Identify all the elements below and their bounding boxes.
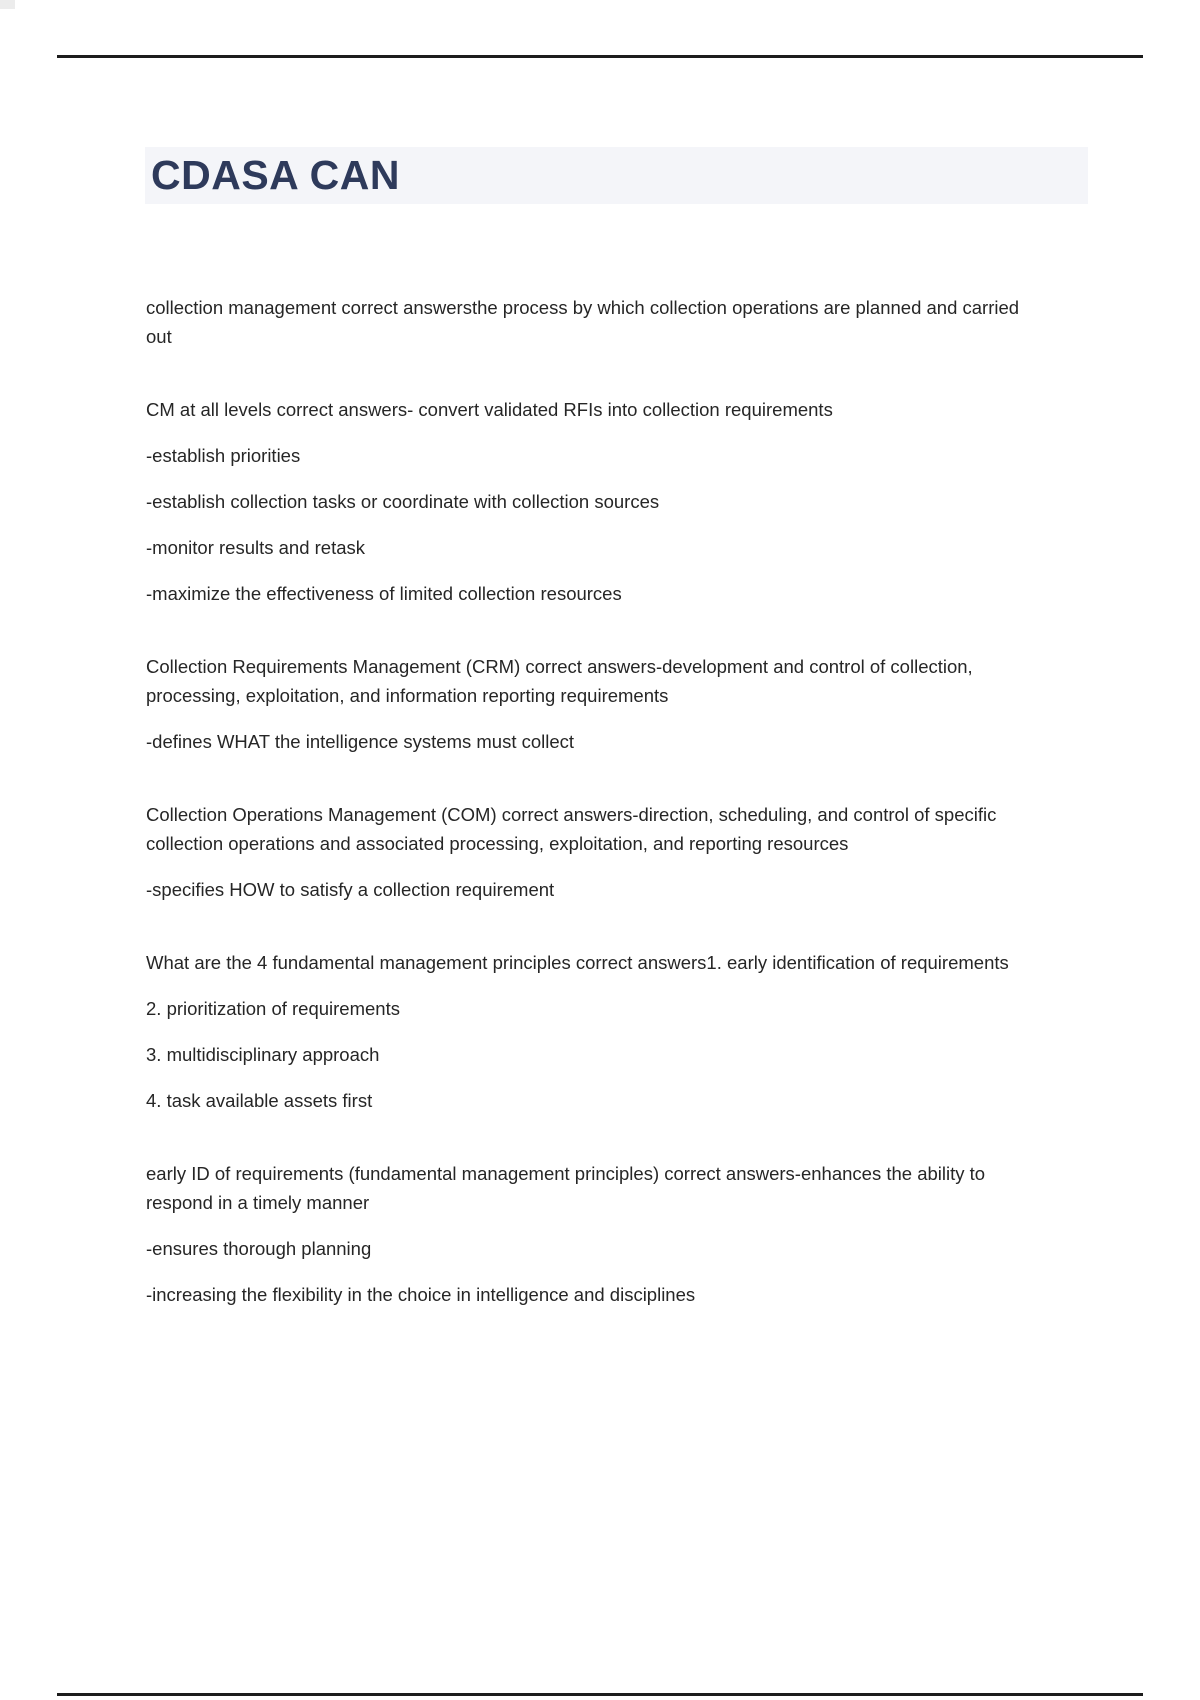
qa-block <box>146 1159 1026 1309</box>
paragraph: Collection Operations Management (COM) correct answers-direction, scheduling, and control of specific collection operations and associated processing, exploitation, and reporting resources <box>146 804 997 854</box>
paragraph: CM at all levels correct answers- convert validated RFIs into collection requirements <box>146 399 833 420</box>
top-rule <box>57 55 1143 58</box>
corner-artifact <box>0 0 15 9</box>
paragraph: collection management correct answersthe process by which collection operations are planned and carried out <box>146 297 1020 347</box>
paragraph: -establish collection tasks or coordinate with collection sources <box>146 491 660 512</box>
paragraph: -specifies HOW to satisfy a collection requirement <box>146 879 555 900</box>
paragraph: 3. multidisciplinary approach <box>146 1044 380 1065</box>
qa-block <box>146 395 1026 608</box>
qa-block <box>146 293 1026 351</box>
paragraph: Collection Requirements Management (CRM) correct answers-development and control of collection, processing, exploitation, and information reporting requirements <box>146 656 973 706</box>
paragraph: -increasing the flexibility in the choice in intelligence and disciplines <box>146 1284 696 1305</box>
qa-block <box>146 948 1026 1115</box>
paragraph: What are the 4 fundamental management principles correct answers1. early identification of requirements <box>146 952 1009 973</box>
paragraph: -monitor results and retask <box>146 537 366 558</box>
paragraph: -maximize the effectiveness of limited collection resources <box>146 583 622 604</box>
paragraph: -establish priorities <box>146 445 301 466</box>
paragraph: early ID of requirements (fundamental management principles) correct answers-enhances the ability to respond in a timely manner <box>146 1163 986 1213</box>
title-bar <box>145 147 1088 204</box>
qa-block <box>146 800 1026 904</box>
paragraph: 2. prioritization of requirements <box>146 998 400 1019</box>
page-title: CDASA CAN <box>151 152 400 198</box>
paragraph: 4. task available assets first <box>146 1090 373 1111</box>
qa-block <box>146 652 1026 756</box>
document-body <box>146 293 1026 1353</box>
bottom-rule <box>57 1693 1143 1696</box>
paragraph: -defines WHAT the intelligence systems must collect <box>146 731 575 752</box>
paragraph: -ensures thorough planning <box>146 1238 372 1259</box>
